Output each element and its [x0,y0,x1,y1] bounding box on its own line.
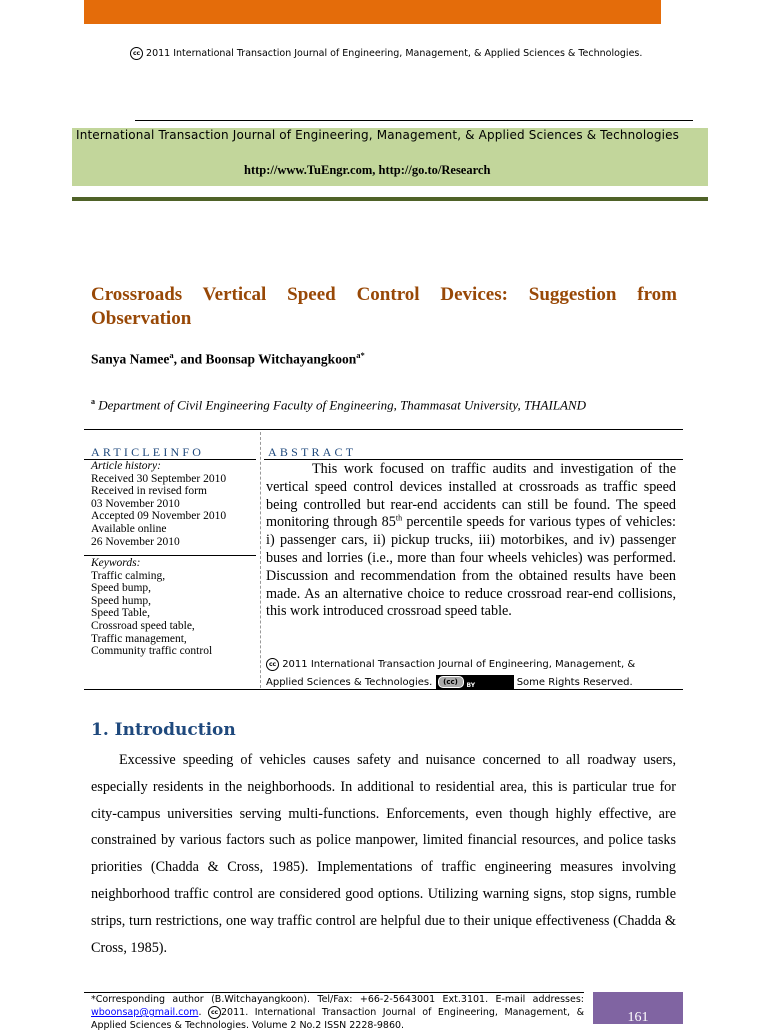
introduction-body [91,747,676,961]
affiliation-text: Department of Civil Engineering Faculty of Engineering, Thammasat University, THAILAND [95,397,587,413]
journal-urls[interactable]: http://www.TuEngr.com, http://go.to/Research [244,163,491,177]
abstract-part: This work focused on traffic audits and investigation of the vertical speed control devices installed at crossroads as traffic speed being controlled but rear-end accidents can still be found. The speed monitoring through 85 [266,461,676,531]
author-list [91,350,365,368]
abstract-text [266,461,676,621]
creative-commons-icon: cc [130,47,143,60]
article-history [91,460,226,548]
history-entry: Received in revised form [91,485,207,498]
abstract-part: percentile speeds for various types of vehicles: i) passenger cars, ii) pickup trucks, iii) motorbikes, and iv) passenger buses and lorries (i.e., more than four wheels vehicles) was performed. Discussion and recommendation from the obtained results have been made. As an alternative choice to reduce crossroad rear-end collisions, this work introduced crossroad speed table. [266,514,676,620]
abstract-copyright-line1: 2011 International Transaction Journal of Engineering, Management, & [282,659,636,670]
footnote [91,993,584,1032]
article-info-heading: ARTICLEINFO [91,445,205,459]
creative-commons-icon: cc [266,658,279,671]
keyword: Crossroad speed table, [91,619,195,632]
history-entry: Available online [91,522,167,535]
info-box-divider [260,432,261,688]
keyword: Traffic management, [91,632,187,645]
info-box-top-rule [84,429,683,430]
history-entry: Received 30 September 2010 [91,472,227,485]
footnote-text: 2011. International Transaction Journal of Engineering, Management, & Applied Sciences & Technologies. Volume 2 No.2 ISSN 2228-9860. [91,1007,584,1031]
footnote-text: *Corresponding author (B.Witchayangkoon). Tel/Fax: +66-2-5643001 Ext.3101. E-mail addresses: [91,994,584,1005]
history-entry: Accepted 09 November 2010 [91,510,227,523]
keyword: Speed hump, [91,594,152,607]
keyword: Community traffic control [91,645,213,658]
history-entry: 03 November 2010 [91,497,180,510]
abstract-superscript: th [395,513,403,523]
keyword: Traffic calming, [91,569,166,582]
header-rule [135,120,693,121]
journal-name: International Transaction Journal of Engineering, Management, & Applied Sciences & Technologies [76,128,680,142]
top-color-bar [84,0,661,24]
info-box-bottom-rule [84,689,683,690]
article-title-line1: Crossroads Vertical Speed Control Devices: Suggestion from [91,284,677,305]
footnote-text: . [198,1007,209,1018]
keyword: Speed bump, [91,582,152,595]
abstract-copyright [266,656,635,692]
keywords-label: Keywords: [91,557,141,569]
keywords-rule [84,555,256,556]
rights-text: Some Rights Reserved. [516,677,633,688]
journal-band-rule [72,197,708,201]
creative-commons-icon: cc [208,1006,221,1019]
affiliation-mark: a [91,397,95,406]
abstract-heading-rule [264,459,683,460]
author-name: Sanya Namee [91,351,170,367]
header-copyright [130,47,642,60]
keywords [91,557,212,658]
section-heading-introduction: 1. Introduction [91,720,236,740]
email-link[interactable]: wboonsap@gmail.com [91,1007,199,1018]
introduction-paragraph: Excessive speeding of vehicles causes safety and nuisance concerned to all roadway users, especially residents in the neighborhoods. In additional to residential area, this is particular true for city-campus universities serving multi-functions. Enforcements, even though highly effective, are constrained by various factors such as police manpower, limited financial resources, and police tasks priorities (Chadda & Cross, 1985). Implementations of traffic engineering measures involving neighborhood traffic control are considered good options. Utilizing warning signs, stop signs, rumble strips, turn restrictions, one way traffic control are helpful due to their unique effectiveness (Chadda & Cross, 1985). [91,752,676,956]
article-history-label: Article history: [91,460,161,472]
article-title-line2: Observation [91,308,192,329]
history-entry: 26 November 2010 [91,535,180,548]
affiliation [91,397,586,413]
page-number: 161 [627,1010,649,1025]
keyword: Speed Table, [91,607,151,620]
author-affiliation-mark: a [169,350,174,360]
author-name: , and Boonsap Witchayangkoon [173,351,357,367]
abstract-heading: ABSTRACT [268,445,357,459]
abstract-copyright-line2: Applied Sciences & Technologies. [266,677,433,688]
header-copyright-text: 2011 International Transaction Journal of Engineering, Management, & Applied Sciences & Technologies. [146,48,643,59]
cc-by-license-badge[interactable]: (cc) BY [436,675,514,689]
author-affiliation-mark: a* [356,350,365,360]
